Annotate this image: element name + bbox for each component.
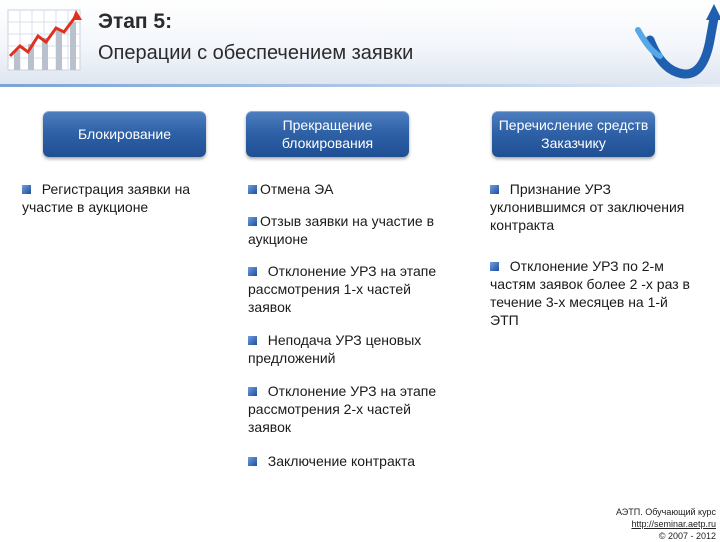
list-item-text: Отклонение УРЗ на этапе рассмотрения 2-х частей заявок xyxy=(248,383,437,435)
footer-course: АЭТП. Обучающий курс xyxy=(615,507,716,517)
square-bullet-icon xyxy=(248,387,257,396)
square-bullet-icon xyxy=(248,217,257,226)
list-item xyxy=(248,212,468,248)
list-item xyxy=(248,262,448,316)
list-item-text: Отзыв заявки на участие в аукционе xyxy=(248,213,435,247)
list-item xyxy=(22,180,222,216)
column-header-label: Блокирование xyxy=(77,126,172,142)
brand-swoosh-icon xyxy=(610,0,720,84)
page-title: Этап 5: xyxy=(98,10,173,33)
footer-credits xyxy=(616,506,716,542)
square-bullet-icon xyxy=(490,185,499,194)
column-header-transfer[interactable] xyxy=(492,111,655,157)
column-header-unblocking[interactable] xyxy=(246,111,409,157)
footer-link[interactable]: http://seminar.aetp.ru xyxy=(631,519,716,529)
square-bullet-icon xyxy=(248,457,257,466)
list-item xyxy=(248,180,468,198)
footer-copyright: © 2007 - 2012 xyxy=(658,531,716,541)
header-divider xyxy=(0,84,720,87)
column-header-label: Прекращение блокирования xyxy=(281,117,374,151)
list-item xyxy=(490,180,690,234)
list-item xyxy=(248,331,458,367)
list-item-text: Заключение контракта xyxy=(267,453,416,469)
growth-chart-icon xyxy=(4,6,84,74)
square-bullet-icon xyxy=(248,336,257,345)
list-item-text: Регистрация заявки на участие в аукционе xyxy=(22,181,191,215)
square-bullet-icon xyxy=(248,185,257,194)
list-item-text: Неподача УРЗ ценовых предложений xyxy=(248,332,422,366)
square-bullet-icon xyxy=(248,267,257,276)
list-item-text: Отклонение УРЗ по 2-м частям заявок более 2 -х раз в течение 3-х месяцев на 1-й ЭТП xyxy=(490,258,690,328)
column-header-label: Перечисление средств Заказчику xyxy=(498,117,649,151)
square-bullet-icon xyxy=(490,262,499,271)
list-item-text: Признание УРЗ уклонившимся от заключения контракта xyxy=(490,181,685,233)
slide-header xyxy=(0,0,720,84)
list-item-text: Отмена ЭА xyxy=(260,181,334,197)
page-subtitle: Операции с обеспечением заявки xyxy=(98,42,414,64)
list-item xyxy=(248,452,478,470)
list-item xyxy=(248,382,448,436)
list-item xyxy=(490,257,700,329)
square-bullet-icon xyxy=(22,185,31,194)
column-header-blocking[interactable] xyxy=(43,111,206,157)
list-item-text: Отклонение УРЗ на этапе рассмотрения 1-х частей заявок xyxy=(248,263,437,315)
